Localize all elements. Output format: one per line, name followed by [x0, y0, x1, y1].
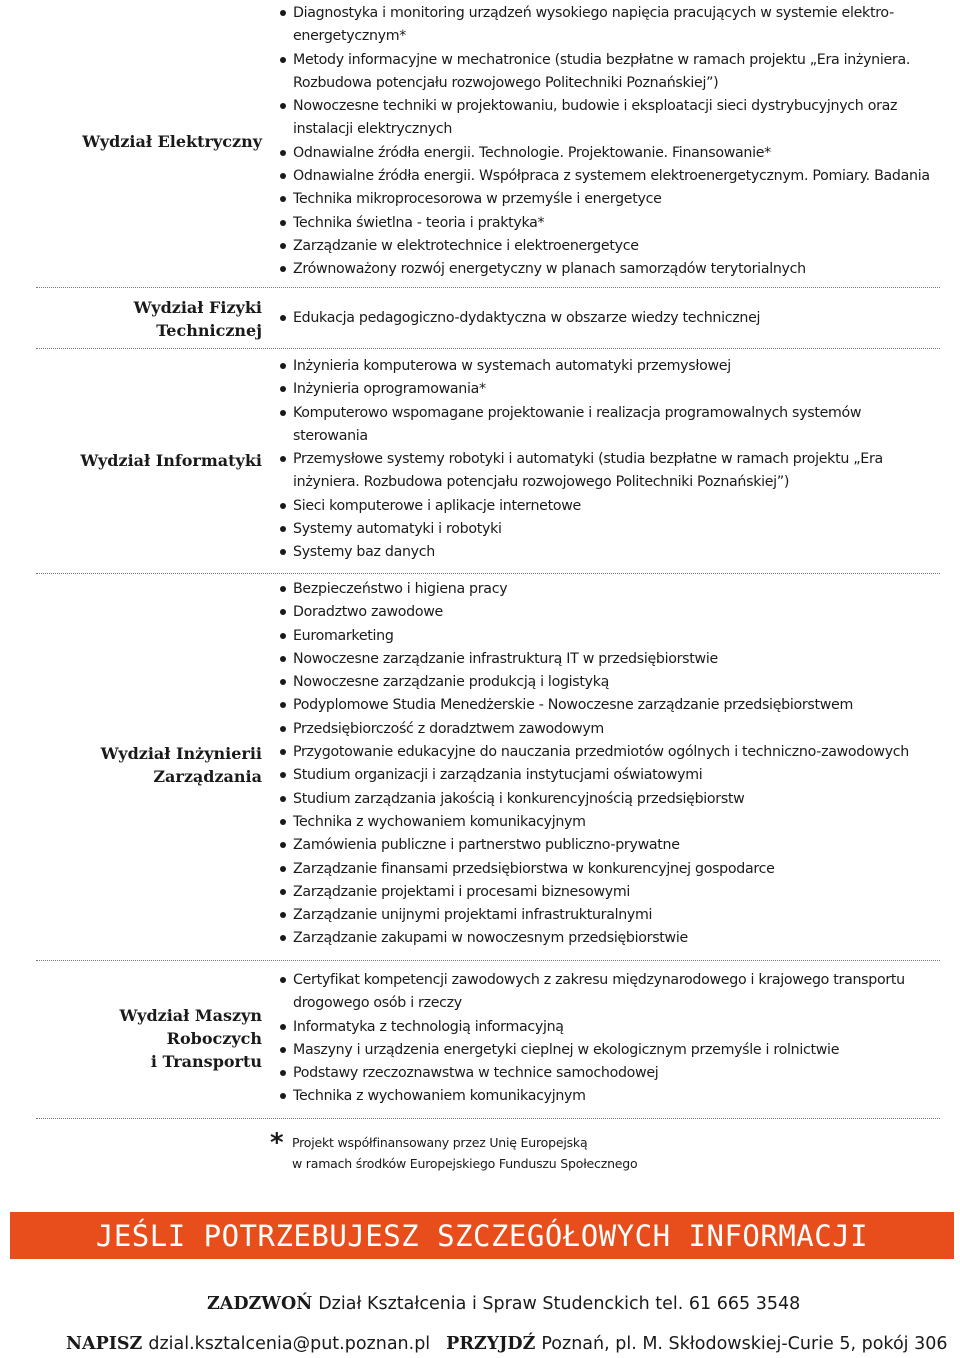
footnote-line: Projekt współfinansowany przez Unię Europejską [292, 1135, 588, 1150]
course-item: Technika świetlna - teoria i praktyka* [278, 212, 938, 235]
section-divider [36, 1118, 940, 1119]
course-item: Zarządzanie finansami przedsiębiorstwa w konkurencyjnej gospodarce [278, 858, 938, 881]
course-item: Systemy baz danych [278, 541, 938, 564]
course-item: Podstawy rzeczoznawstwa w technice samochodowej [278, 1062, 938, 1085]
course-list [278, 307, 938, 330]
course-item: Nowoczesne zarządzanie infrastrukturą IT w przedsiębiorstwie [278, 648, 938, 671]
department-name-line: Technicznej [156, 321, 262, 340]
course-item: Euromarketing [278, 625, 938, 648]
course-item: Metody informacyjne w mechatronice (studia bezpłatne w ramach projektu „Era inżyniera. Rozbudowa potencjału rozwojowego Politechniki Poznańskiej”) [278, 49, 938, 96]
course-item: Podyplomowe Studia Menedżerskie - Nowoczesne zarządzanie przedsiębiorstwem [278, 694, 938, 717]
department-name-line: i Transportu [150, 1052, 262, 1071]
course-item: Inżynieria komputerowa w systemach automatyki przemysłowej [278, 355, 938, 378]
course-item: Diagnostyka i monitoring urządzeń wysokiego napięcia pracujących w systemie elektro-energetycznym* [278, 2, 938, 49]
course-item: Odnawialne źródła energii. Technologie. Projektowanie. Finansowanie* [278, 142, 938, 165]
course-item: Edukacja pedagogiczno-dydaktyczna w obszarze wiedzy technicznej [278, 307, 938, 330]
course-item: Przemysłowe systemy robotyki i automatyki (studia bezpłatne w ramach projektu „Era inżyniera. Rozbudowa potencjału rozwojowego Politechniki Poznańskiej”) [278, 448, 938, 495]
course-item: Studium zarządzania jakością i konkurencyjnością przedsiębiorstw [278, 788, 938, 811]
course-item: Studium organizacji i zarządzania instytucjami oświatowymi [278, 764, 938, 787]
department-name-line: Wydział Elektryczny [82, 132, 262, 151]
department-name-line: Wydział Informatyki [80, 451, 262, 470]
department-name [20, 296, 262, 342]
course-item: Bezpieczeństwo i higiena pracy [278, 578, 938, 601]
course-item: Zarządzanie projektami i procesami biznesowymi [278, 881, 938, 904]
contact-phone-line [207, 1294, 800, 1314]
department-name-line: Roboczych [166, 1029, 262, 1048]
asterisk-symbol: * [270, 1128, 284, 1158]
banner-title: JEŚLI POTRZEBUJESZ SZCZEGÓŁOWYCH INFORMACJI [95, 1218, 869, 1253]
course-item: Nowoczesne techniki w projektowaniu, budowie i eksploatacji sieci dystrybucyjnych oraz instalacji elektrycznych [278, 95, 938, 142]
section-divider [36, 287, 940, 288]
visit-label: PRZYJDŹ [446, 1334, 536, 1354]
contact-email-address-line [66, 1334, 947, 1354]
course-list [278, 355, 938, 565]
course-list [278, 969, 938, 1109]
course-item: Sieci komputerowe i aplikacje internetowe [278, 495, 938, 518]
course-list [278, 578, 938, 951]
department-name [20, 130, 262, 153]
info-banner [10, 1212, 954, 1259]
call-text: Dział Kształcenia i Spraw Studenckich tel. 61 665 3548 [318, 1294, 801, 1314]
course-item: Technika mikroprocesorowa w przemyśle i energetyce [278, 188, 938, 211]
course-item: Systemy automatyki i robotyki [278, 518, 938, 541]
email-link[interactable]: dzial.ksztalcenia@put.poznan.pl [148, 1334, 431, 1354]
course-item: Technika z wychowaniem komunikacyjnym [278, 1085, 938, 1108]
course-item: Maszyny i urządzenia energetyki cieplnej w ekologicznym przemyśle i rolnictwie [278, 1039, 938, 1062]
footnote-text [292, 1132, 637, 1174]
footnote-line: w ramach środków Europejskiego Funduszu Społecznego [292, 1156, 638, 1171]
call-label: ZADZWOŃ [207, 1294, 313, 1314]
course-item: Odnawialne źródła energii. Współpraca z systemem elektroenergetycznym. Pomiary. Badania [278, 165, 938, 188]
course-item: Inżynieria oprogramowania* [278, 378, 938, 401]
department-name-line: Zarządzania [153, 767, 262, 786]
course-list [278, 2, 938, 282]
course-item: Przygotowanie edukacyjne do nauczania przedmiotów ogólnych i techniczno-zawodowych [278, 741, 938, 764]
department-name [20, 1004, 262, 1073]
section-divider [36, 573, 940, 574]
course-item: Doradztwo zawodowe [278, 601, 938, 624]
department-name [20, 742, 262, 788]
course-item: Zarządzanie w elektrotechnice i elektroenergetyce [278, 235, 938, 258]
section-divider [36, 960, 940, 961]
course-item: Przedsiębiorczość z doradztwem zawodowym [278, 718, 938, 741]
department-name-line: Wydział Inżynierii [100, 744, 262, 763]
section-divider [36, 348, 940, 349]
department-name-line: Wydział Fizyki [133, 298, 262, 317]
course-item: Komputerowo wspomagane projektowanie i realizacja programowalnych systemów sterowania [278, 402, 938, 449]
address-text: Poznań, pl. M. Skłodowskiej-Curie 5, pokój 306 [541, 1334, 948, 1354]
department-name-line: Wydział Maszyn [119, 1006, 262, 1025]
write-label: NAPISZ [66, 1334, 143, 1354]
course-item: Informatyka z technologią informacyjną [278, 1016, 938, 1039]
department-name [20, 449, 262, 472]
course-item: Certyfikat kompetencji zawodowych z zakresu międzynarodowego i krajowego transportu drogowego osób i rzeczy [278, 969, 938, 1016]
course-item: Nowoczesne zarządzanie produkcją i logistyką [278, 671, 938, 694]
course-item: Zarządzanie unijnymi projektami infrastrukturalnymi [278, 904, 938, 927]
course-item: Zarządzanie zakupami w nowoczesnym przedsiębiorstwie [278, 927, 938, 950]
course-item: Zamówienia publiczne i partnerstwo publiczno-prywatne [278, 834, 938, 857]
course-item: Zrównoważony rozwój energetyczny w planach samorządów terytorialnych [278, 258, 938, 281]
course-item: Technika z wychowaniem komunikacyjnym [278, 811, 938, 834]
